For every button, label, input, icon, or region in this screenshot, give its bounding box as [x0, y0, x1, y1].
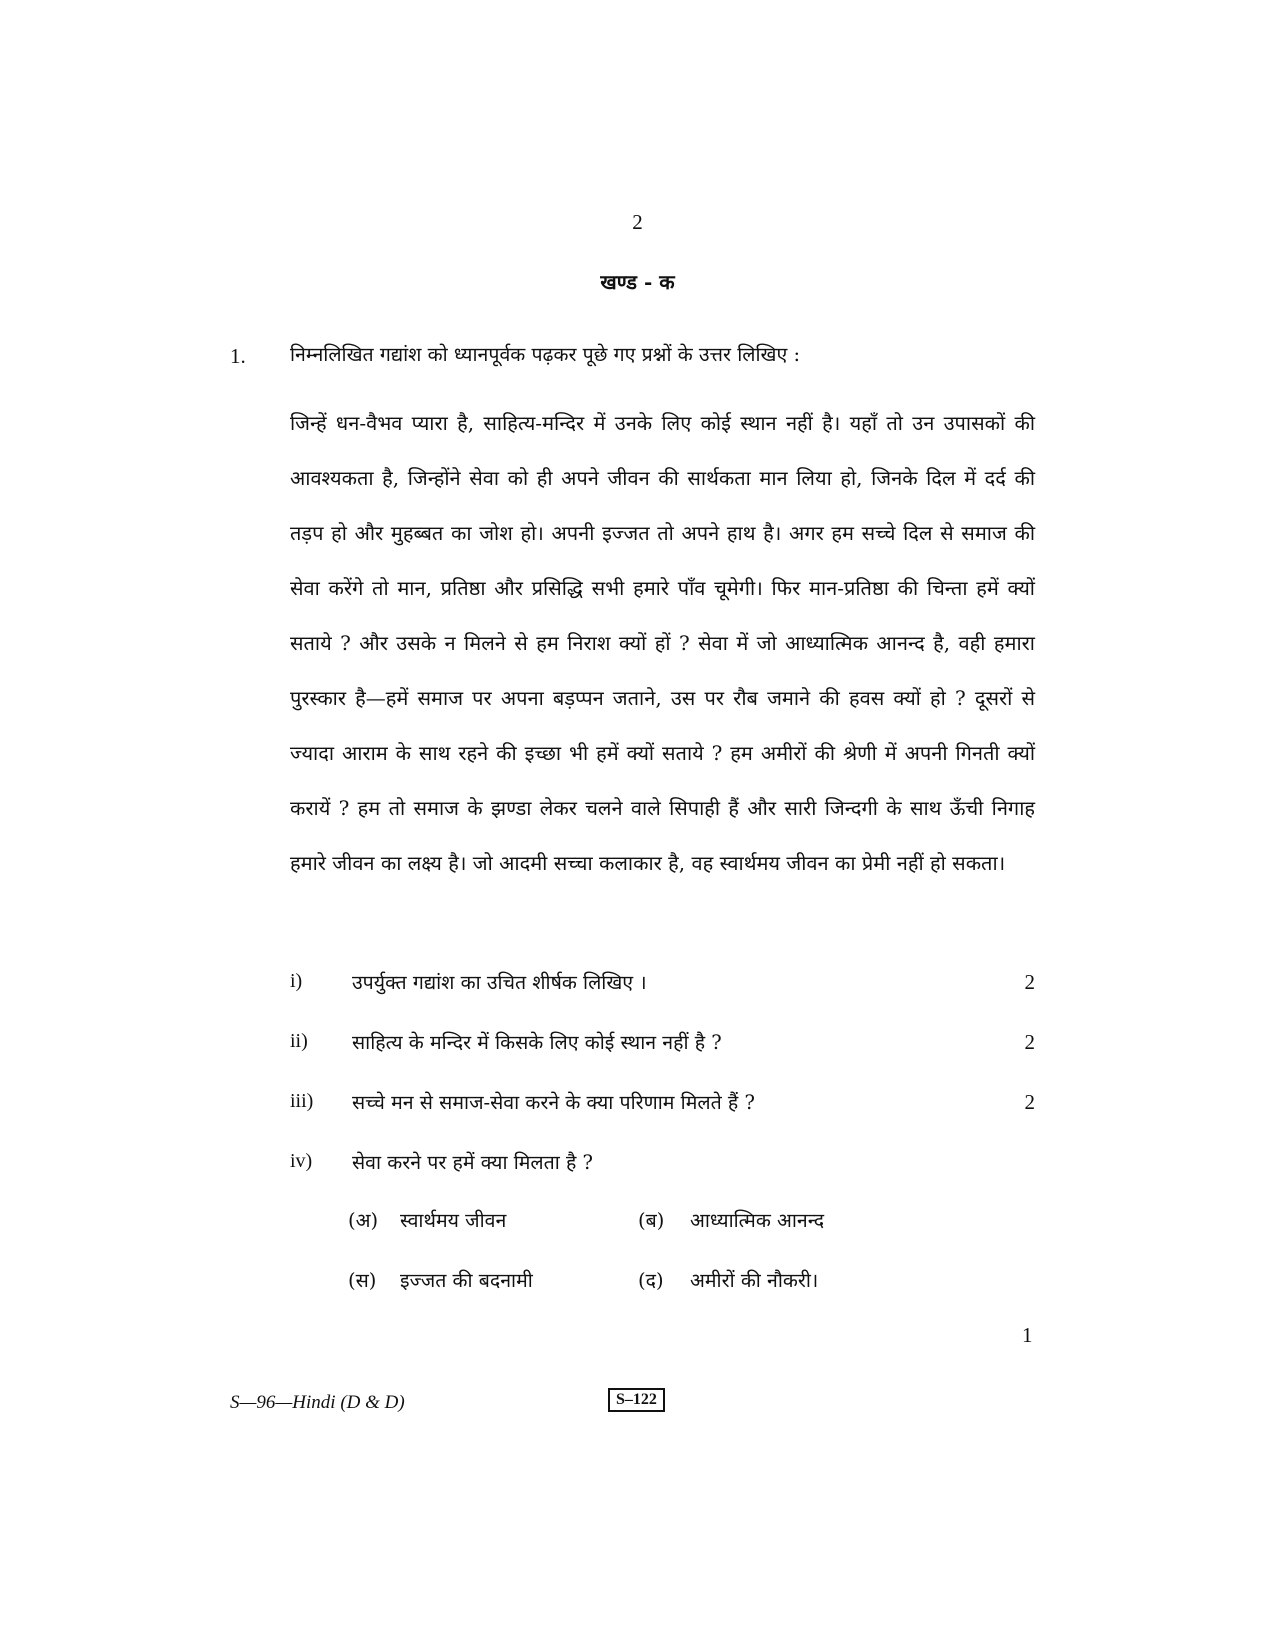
sub-question-1: [290, 968, 1035, 1008]
section-title: खण्ड - क: [600, 270, 675, 294]
sub-question-text: उपर्युक्त गद्यांश का उचित शीर्षक लिखिए ।: [352, 971, 647, 994]
sub-question-text: साहित्य के मन्दिर में किसके लिए कोई स्थान नहीं है ?: [352, 1031, 722, 1054]
option-label: (स): [348, 1269, 377, 1292]
sub-question-marks: 2: [1024, 1030, 1035, 1054]
sub-question-2: [290, 1028, 1035, 1068]
sub-question-label: ii): [290, 1030, 308, 1052]
series-code-box: S–122: [608, 1388, 665, 1412]
sub-question-label: iv): [290, 1150, 313, 1172]
sub-question-4-marks: 1: [1022, 1323, 1033, 1347]
option-text: आध्यात्मिक आनन्द: [690, 1209, 825, 1232]
sub-question-4: [290, 1148, 1035, 1188]
option-label: (अ): [348, 1209, 379, 1232]
option-b: [638, 1206, 824, 1233]
paper-code: S—96—Hindi (D & D): [230, 1392, 405, 1413]
question-instruction: निम्नलिखित गद्यांश को ध्यानपूर्वक पढ़कर पूछे गए प्रश्नों के उत्तर लिखिए :: [290, 343, 801, 366]
option-text: इज्जत की बदनामी: [400, 1269, 533, 1292]
option-d: [638, 1266, 818, 1293]
option-a: [348, 1206, 506, 1233]
option-label: (ब): [638, 1209, 665, 1232]
question-number: 1.: [230, 344, 246, 368]
sub-question-label: iii): [290, 1090, 314, 1112]
option-c: [348, 1266, 533, 1293]
passage-text: जिन्हें धन-वैभव प्यारा है, साहित्य-मन्दिर में उनके लिए कोई स्थान नहीं है। यहाँ तो उन उपासकों की आवश्यकता है, जिन्होंने सेवा को ही अपने जीवन की सार्थकता मान लिया हो, जिनके दिल में दर्द की तड़प हो और मुहब्बत का जोश हो। अपनी इज्जत तो अपने हाथ है। अगर हम सच्चे दिल से समाज की सेवा करेंगे तो मान, प्रतिष्ठा और प्रसिद्धि सभी हमारे पाँव चूमेगी। फिर मान-प्रतिष्ठा की चिन्ता हमें क्यों सताये ? और उसके न मिलने से हम निराश क्यों हों ? सेवा में जो आध्यात्मिक आनन्द है, वही हमारा पुरस्कार है—हमें समाज पर अपना बड़प्पन जताने, उस पर रौब जमाने की हवस क्यों हो ? दूसरों से ज्यादा आराम के साथ रहने की इच्छा भी हमें क्यों सताये ? हम अमीरों की श्रेणी में अपनी गिनती क्यों करायें ? हम तो समाज के झण्डा लेकर चलने वाले सिपाही हैं और सारी जिन्दगी के साथ ऊँची निगाह हमारे जीवन का लक्ष्य है। जो आदमी सच्चा कलाकार है, वह स्वार्थमय जीवन का प्रेमी नहीं हो सकता।: [290, 411, 1035, 875]
option-text: स्वार्थमय जीवन: [400, 1209, 507, 1232]
sub-question-marks: 2: [1024, 970, 1035, 994]
sub-question-3: [290, 1088, 1035, 1128]
sub-question-text: सच्चे मन से समाज-सेवा करने के क्या परिणाम मिलते हैं ?: [352, 1091, 755, 1114]
option-label: (द): [638, 1269, 664, 1292]
option-text: अमीरों की नौकरी।: [690, 1269, 819, 1292]
sub-question-text: सेवा करने पर हमें क्या मिलता है ?: [352, 1151, 594, 1174]
page-number: 2: [632, 210, 643, 234]
sub-question-marks: 2: [1024, 1090, 1035, 1114]
sub-question-label: i): [290, 970, 303, 992]
